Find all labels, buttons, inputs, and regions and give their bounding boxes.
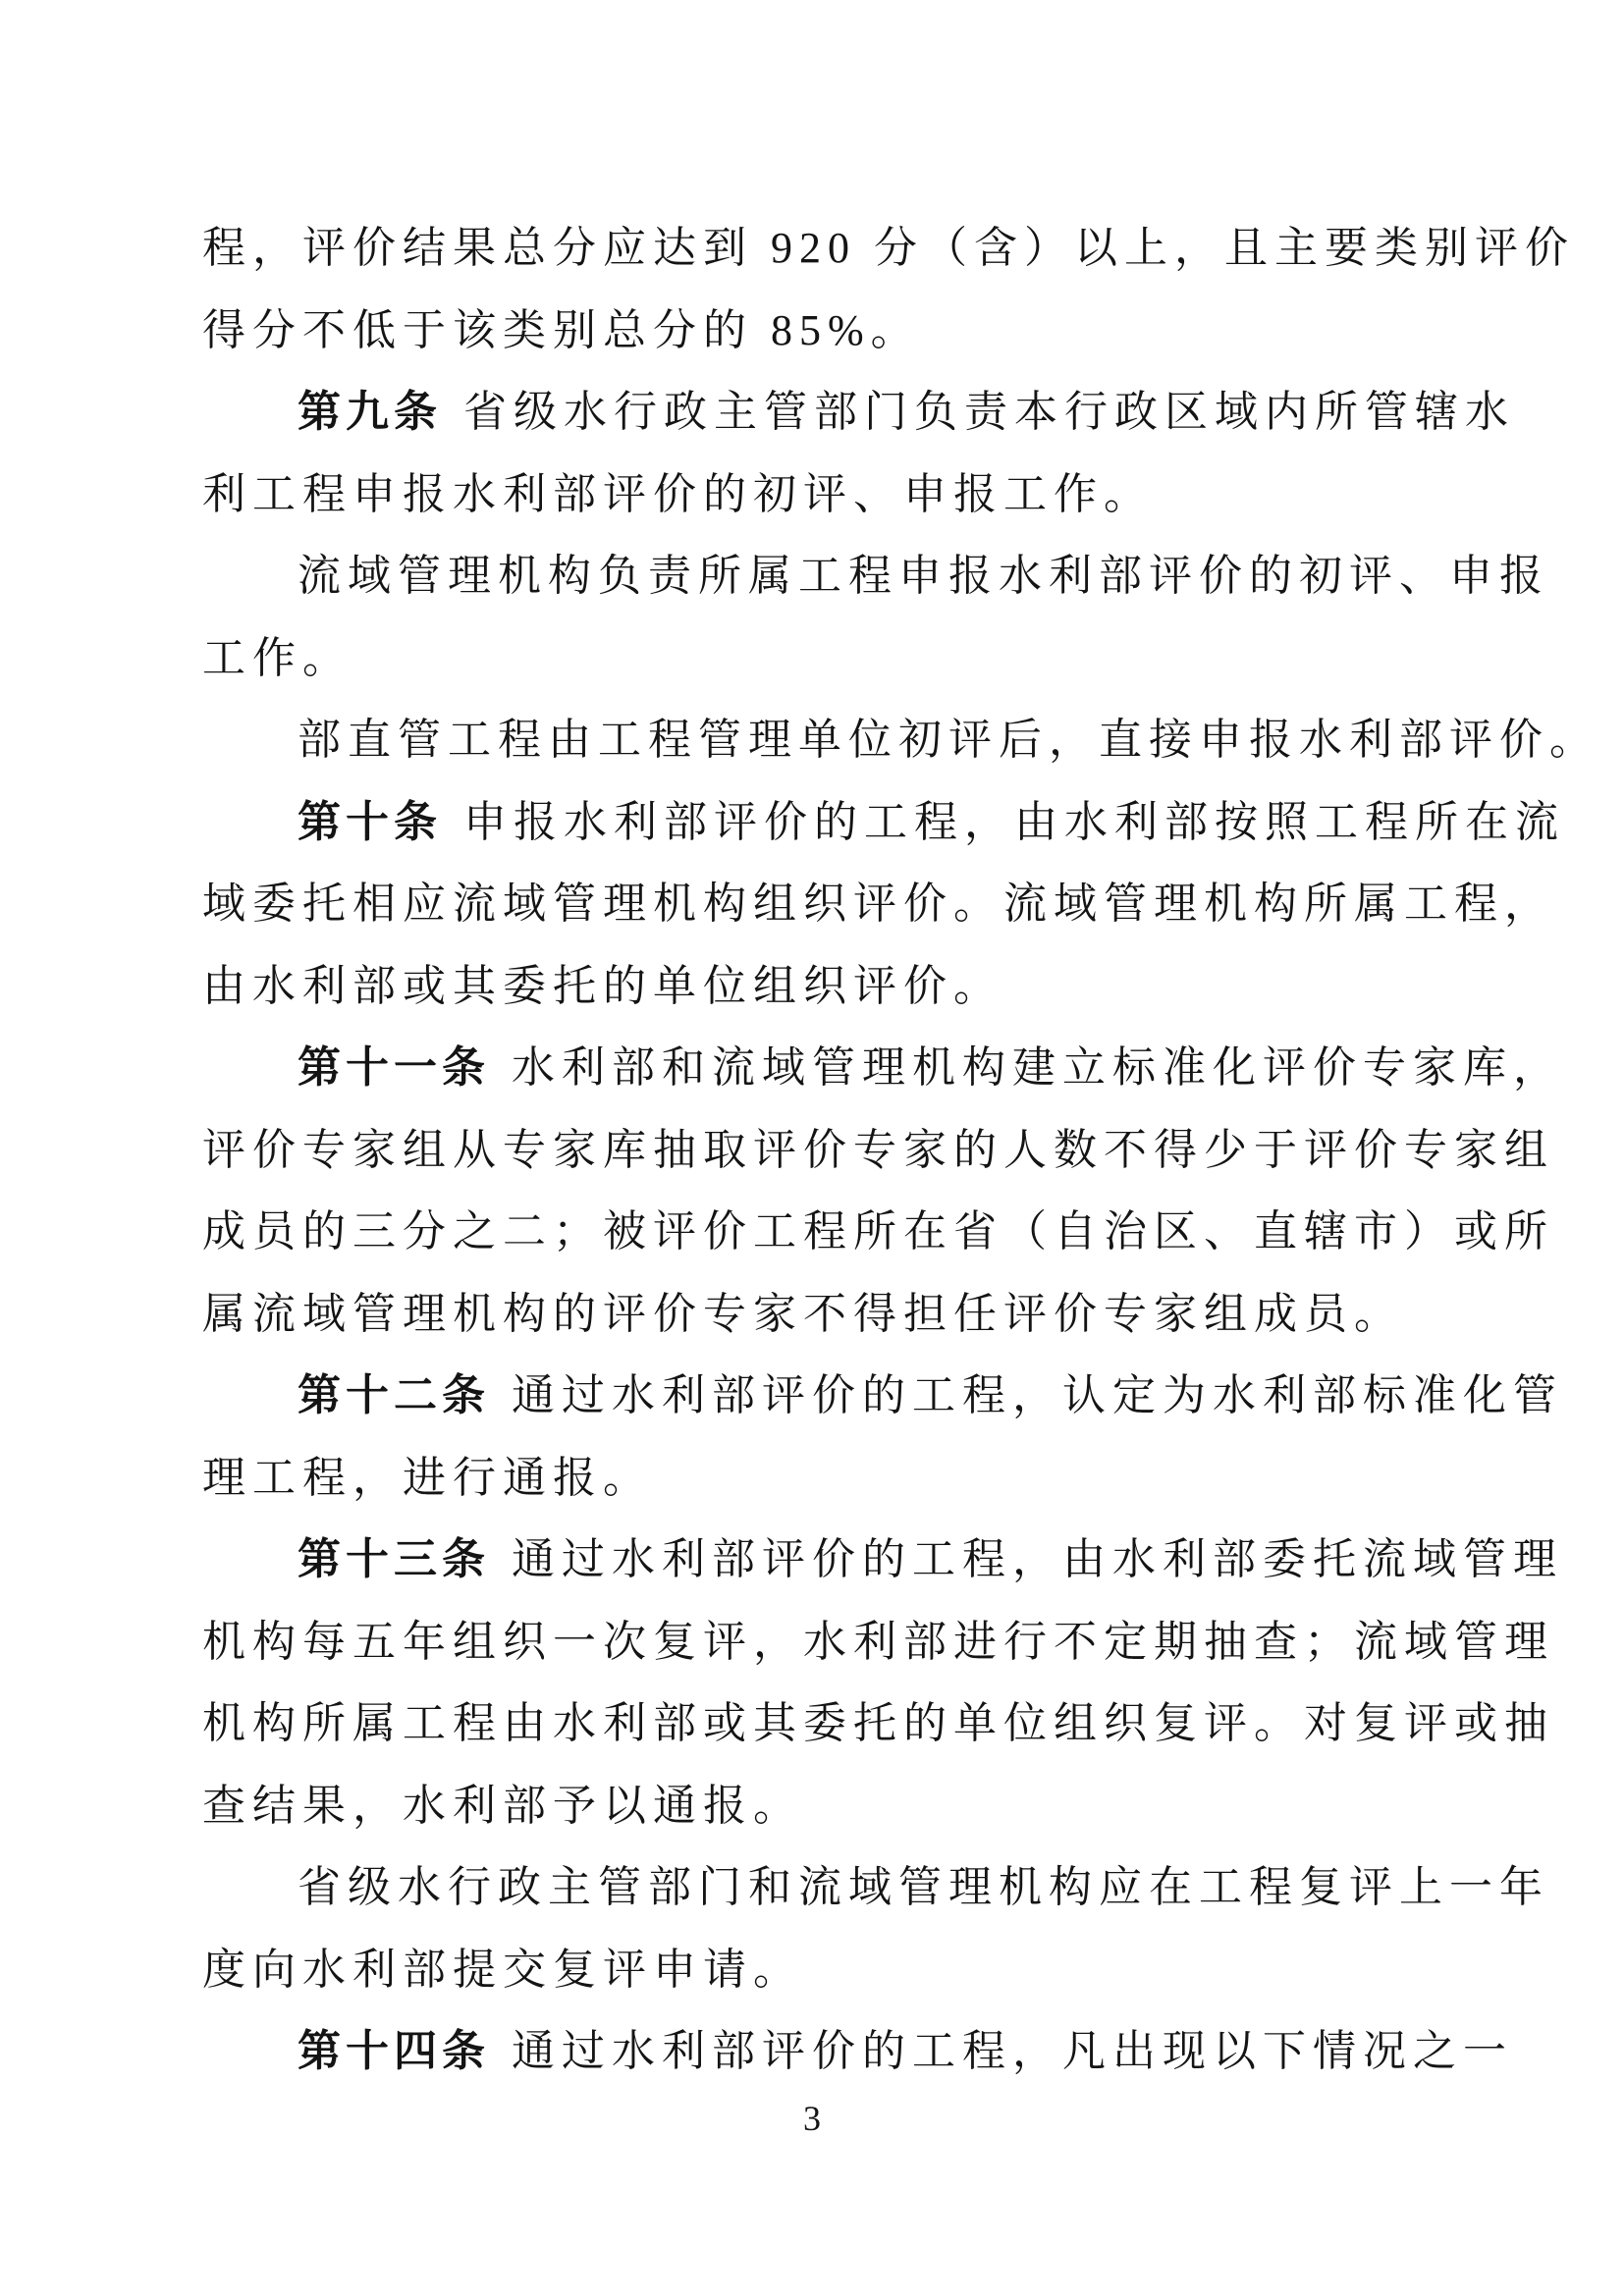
text-line <box>202 1682 1554 1765</box>
text-line <box>202 1601 1554 1683</box>
body-text: 省级水行政主管部门和流域管理机构应在工程复评上一年 <box>298 1863 1549 1911</box>
body-text: 评价专家组从专家库抽取评价专家的人数不得少于评价专家组 <box>202 1125 1554 1174</box>
body-text: 机构每五年组织一次复评，水利部进行不定期抽查；流域管理 <box>202 1617 1554 1666</box>
body-text: 得分不低于该类别总分的 85%。 <box>202 305 921 354</box>
article-number: 第十一条 <box>298 1043 490 1092</box>
text-line <box>202 1437 1420 1520</box>
body-text: 工作。 <box>202 633 352 682</box>
body-text: 水利部和流域管理机构建立标准化评价专家库， <box>512 1043 1563 1092</box>
text-line <box>202 454 1420 536</box>
body-text: 程，评价结果总分应达到 920 分（含）以上，且主要类别评价 <box>202 224 1575 272</box>
text-line-article-12 <box>202 1355 1563 1437</box>
text-line <box>202 945 1420 1028</box>
text-line <box>202 699 1599 781</box>
text-line <box>202 290 1420 372</box>
page-number: 3 <box>803 2099 821 2138</box>
text-line <box>202 1929 1420 2011</box>
text-line-article-13 <box>202 1519 1563 1601</box>
body-text: 通过水利部评价的工程，凡出现以下情况之一 <box>512 2027 1513 2075</box>
text-line-article-9 <box>202 371 1515 454</box>
body-text: 通过水利部评价的工程，认定为水利部标准化管 <box>512 1371 1563 1419</box>
body-text: 流域管理机构负责所属工程申报水利部评价的初评、申报 <box>298 552 1549 600</box>
body-text: 利工程申报水利部评价的初评、申报工作。 <box>202 469 1154 518</box>
article-number: 第十四条 <box>298 2027 490 2075</box>
body-text: 查结果，水利部予以通报。 <box>202 1781 803 1830</box>
text-line <box>202 617 1420 700</box>
text-line <box>202 535 1549 617</box>
text-line <box>202 1765 1420 1847</box>
text-line <box>202 863 1554 945</box>
article-number: 第十条 <box>298 797 442 846</box>
body-text: 成员的三分之二；被评价工程所在省（自治区、直辖市）或所 <box>202 1207 1554 1255</box>
text-line-article-10 <box>202 781 1565 864</box>
text-line <box>202 207 1575 290</box>
article-number: 第十二条 <box>298 1371 490 1419</box>
body-text: 属流域管理机构的评价专家不得担任评价专家组成员。 <box>202 1289 1404 1338</box>
text-line-article-14 <box>202 2010 1513 2093</box>
body-text: 省级水行政主管部门负责本行政区域内所管辖水 <box>463 388 1515 436</box>
document-body <box>202 207 1599 2093</box>
body-text: 通过水利部评价的工程，由水利部委托流域管理 <box>512 1535 1563 1583</box>
body-text: 申报水利部评价的工程，由水利部按照工程所在流 <box>463 797 1565 846</box>
body-text: 由水利部或其委托的单位组织评价。 <box>202 961 1003 1010</box>
body-text: 度向水利部提交复评申请。 <box>202 1945 803 1994</box>
text-line <box>202 1191 1554 1273</box>
text-line <box>202 1109 1554 1192</box>
body-text: 理工程，进行通报。 <box>202 1453 653 1502</box>
article-number: 第九条 <box>298 388 442 436</box>
article-number: 第十三条 <box>298 1535 490 1583</box>
body-text: 部直管工程由工程管理单位初评后，直接申报水利部评价。 <box>298 716 1599 764</box>
text-line-article-11 <box>202 1027 1563 1109</box>
body-text: 域委托相应流域管理机构组织评价。流域管理机构所属工程， <box>202 880 1554 928</box>
text-line <box>202 1273 1420 1356</box>
text-line <box>202 1846 1549 1929</box>
body-text: 机构所属工程由水利部或其委托的单位组织复评。对复评或抽 <box>202 1699 1554 1747</box>
